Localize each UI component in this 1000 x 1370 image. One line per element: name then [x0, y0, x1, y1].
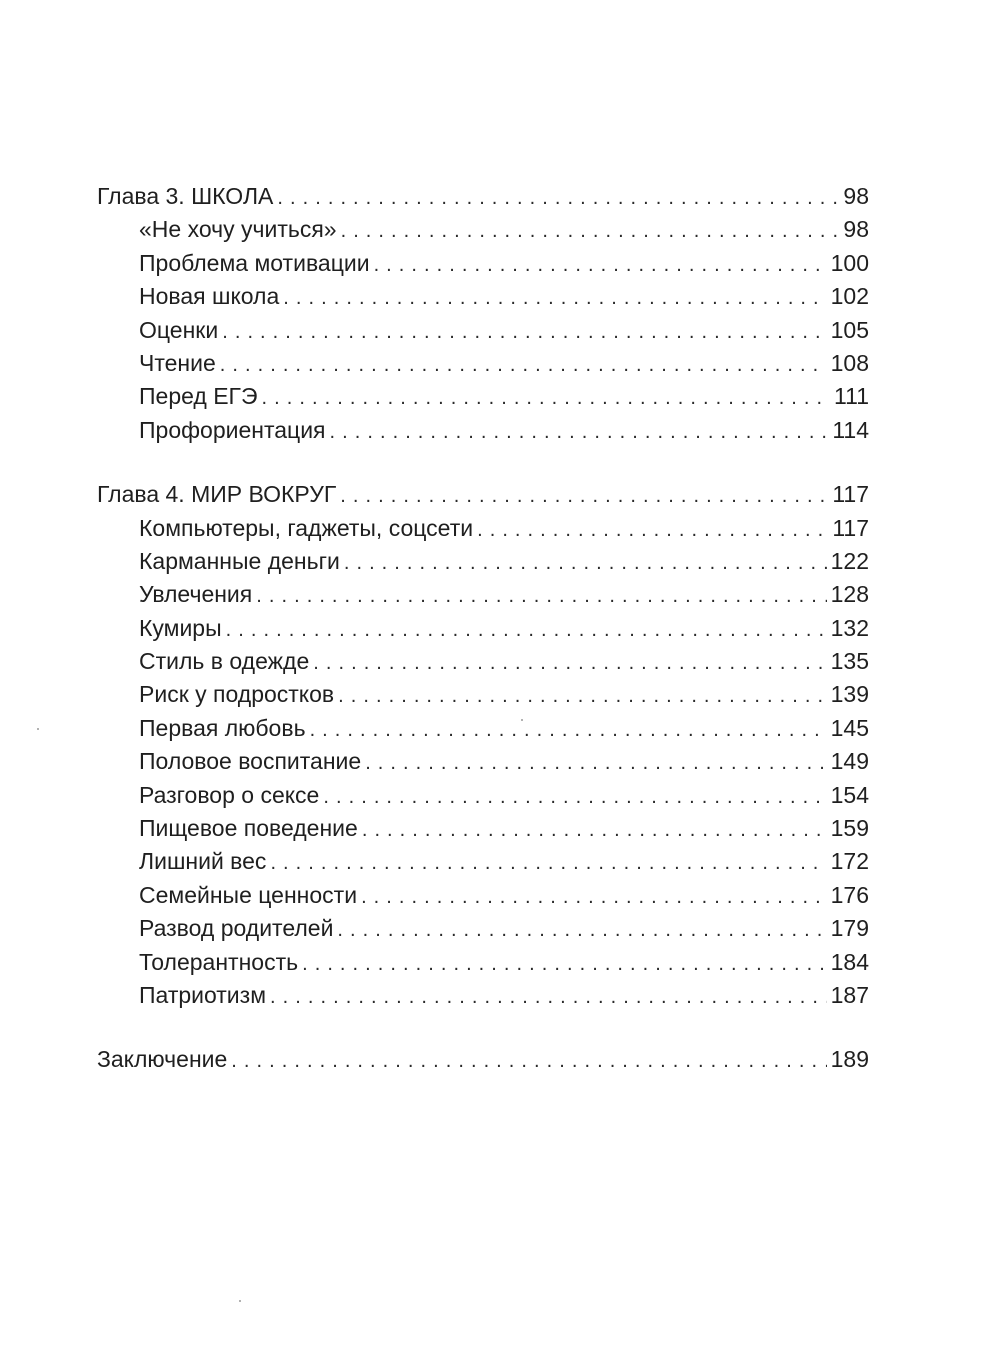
toc-entry[interactable] [97, 512, 869, 545]
dot-leader [302, 948, 827, 981]
toc-entry[interactable] [97, 247, 869, 280]
toc-chapter-title: Глава 3. ШКОЛА [97, 183, 274, 209]
toc-page-number: 105 [830, 316, 869, 343]
dot-leader [226, 614, 827, 647]
toc-entry-title: Увлечения [139, 581, 253, 608]
dot-leader [310, 714, 827, 747]
toc-conclusion-heading[interactable] [97, 1043, 869, 1076]
toc-entry[interactable] [97, 380, 869, 413]
toc-entry[interactable] [97, 678, 869, 711]
toc-page-number: 145 [830, 714, 869, 741]
toc-entry[interactable] [97, 645, 869, 678]
dot-leader [222, 316, 826, 349]
toc-page-number: 98 [843, 183, 869, 209]
toc-page-number: 111 [834, 383, 869, 410]
toc-entry-title: Половое воспитание [139, 748, 362, 775]
toc-page-number: 154 [830, 781, 869, 808]
toc-chapter-heading[interactable] [97, 478, 869, 511]
dot-leader [270, 981, 827, 1014]
toc-page-number: 100 [830, 249, 869, 276]
toc-entry[interactable] [97, 912, 869, 945]
toc-entry-title: Патриотизм [139, 981, 267, 1008]
table-of-contents [97, 180, 869, 1077]
toc-page-number: 108 [830, 349, 869, 376]
toc-entry[interactable] [97, 414, 869, 447]
toc-page-number: 117 [832, 514, 869, 541]
dot-leader [231, 1045, 826, 1078]
scan-speck [37, 728, 39, 730]
toc-page-number: 179 [830, 915, 869, 942]
toc-chapter-title: Заключение [97, 1046, 228, 1073]
dot-leader [341, 215, 840, 248]
dot-leader [256, 580, 826, 613]
toc-page-number: 149 [830, 748, 869, 775]
toc-chapter-heading[interactable] [97, 180, 869, 213]
toc-entry-title: Карманные деньги [139, 547, 340, 574]
toc-page-number: 114 [832, 416, 869, 443]
toc-entry-title: Перед ЕГЭ [139, 383, 258, 410]
toc-entry-title: Кумиры [139, 614, 222, 641]
dot-leader [344, 547, 827, 580]
toc-entry[interactable] [97, 845, 869, 878]
toc-entry-title: Толерантность [139, 948, 299, 975]
toc-entry[interactable] [97, 612, 869, 645]
toc-page-number: 172 [830, 848, 869, 875]
toc-chapter-title: Глава 4. МИР ВОКРУГ [97, 481, 337, 508]
toc-entry-title: Семейные ценности [139, 881, 358, 908]
dot-leader [338, 680, 826, 713]
toc-entry-title: Новая школа [139, 283, 280, 310]
toc-entry[interactable] [97, 347, 869, 380]
toc-section-conclusion [97, 1043, 869, 1076]
toc-page-number: 187 [830, 981, 869, 1008]
dot-leader [374, 249, 827, 282]
toc-entry[interactable] [97, 712, 869, 745]
dot-leader [313, 647, 826, 680]
toc-entry-title: Оценки [139, 316, 219, 343]
toc-section-chapter-3 [97, 180, 869, 447]
toc-page-number: 139 [830, 681, 869, 708]
dot-leader [323, 781, 826, 814]
dot-leader [362, 814, 827, 847]
toc-page-number: 102 [830, 283, 869, 310]
toc-entry[interactable] [97, 979, 869, 1012]
toc-entry-title: «Не хочу учиться» [139, 216, 337, 243]
toc-page-number: 176 [830, 881, 869, 908]
toc-entry-title: Чтение [139, 349, 216, 376]
toc-entry[interactable] [97, 213, 869, 246]
dot-leader [365, 747, 826, 780]
toc-entry[interactable] [97, 946, 869, 979]
toc-entry-title: Профориентация [139, 416, 326, 443]
toc-entry[interactable] [97, 779, 869, 812]
toc-entry-title: Пищевое поведение [139, 815, 358, 842]
toc-entry[interactable] [97, 314, 869, 347]
toc-page-number: 128 [830, 581, 869, 608]
toc-entry-title: Риск у подростков [139, 681, 335, 708]
dot-leader [277, 182, 839, 215]
toc-page-number: 132 [830, 614, 869, 641]
toc-page-number: 189 [830, 1046, 869, 1073]
toc-entry[interactable] [97, 578, 869, 611]
toc-entry[interactable] [97, 280, 869, 313]
toc-entry[interactable] [97, 812, 869, 845]
toc-entry-title: Развод родителей [139, 915, 334, 942]
dot-leader [477, 514, 828, 547]
toc-entry-title: Компьютеры, гаджеты, соцсети [139, 514, 474, 541]
dot-leader [361, 881, 827, 914]
toc-entry[interactable] [97, 545, 869, 578]
dot-leader [270, 847, 826, 880]
toc-page-number: 135 [830, 648, 869, 675]
dot-leader [220, 349, 827, 382]
toc-entry-title: Лишний вес [139, 848, 267, 875]
toc-entry-title: Проблема мотивации [139, 249, 370, 276]
scan-speck [521, 719, 523, 721]
toc-page-number: 117 [832, 481, 869, 508]
toc-page-number: 184 [830, 948, 869, 975]
dot-leader [337, 914, 826, 947]
toc-entry[interactable] [97, 879, 869, 912]
toc-page-number: 122 [830, 547, 869, 574]
scan-speck [239, 1300, 241, 1302]
toc-entry-title: Первая любовь [139, 714, 306, 741]
dot-leader [330, 416, 829, 449]
toc-page-number: 159 [830, 815, 869, 842]
dot-leader [283, 282, 826, 315]
dot-leader [262, 382, 830, 415]
toc-section-chapter-4 [97, 478, 869, 1012]
toc-page-number: 98 [843, 216, 869, 243]
toc-entry-title: Стиль в одежде [139, 648, 310, 675]
dot-leader [340, 480, 828, 513]
toc-entry-title: Разговор о сексе [139, 781, 320, 808]
toc-entry[interactable] [97, 745, 869, 778]
